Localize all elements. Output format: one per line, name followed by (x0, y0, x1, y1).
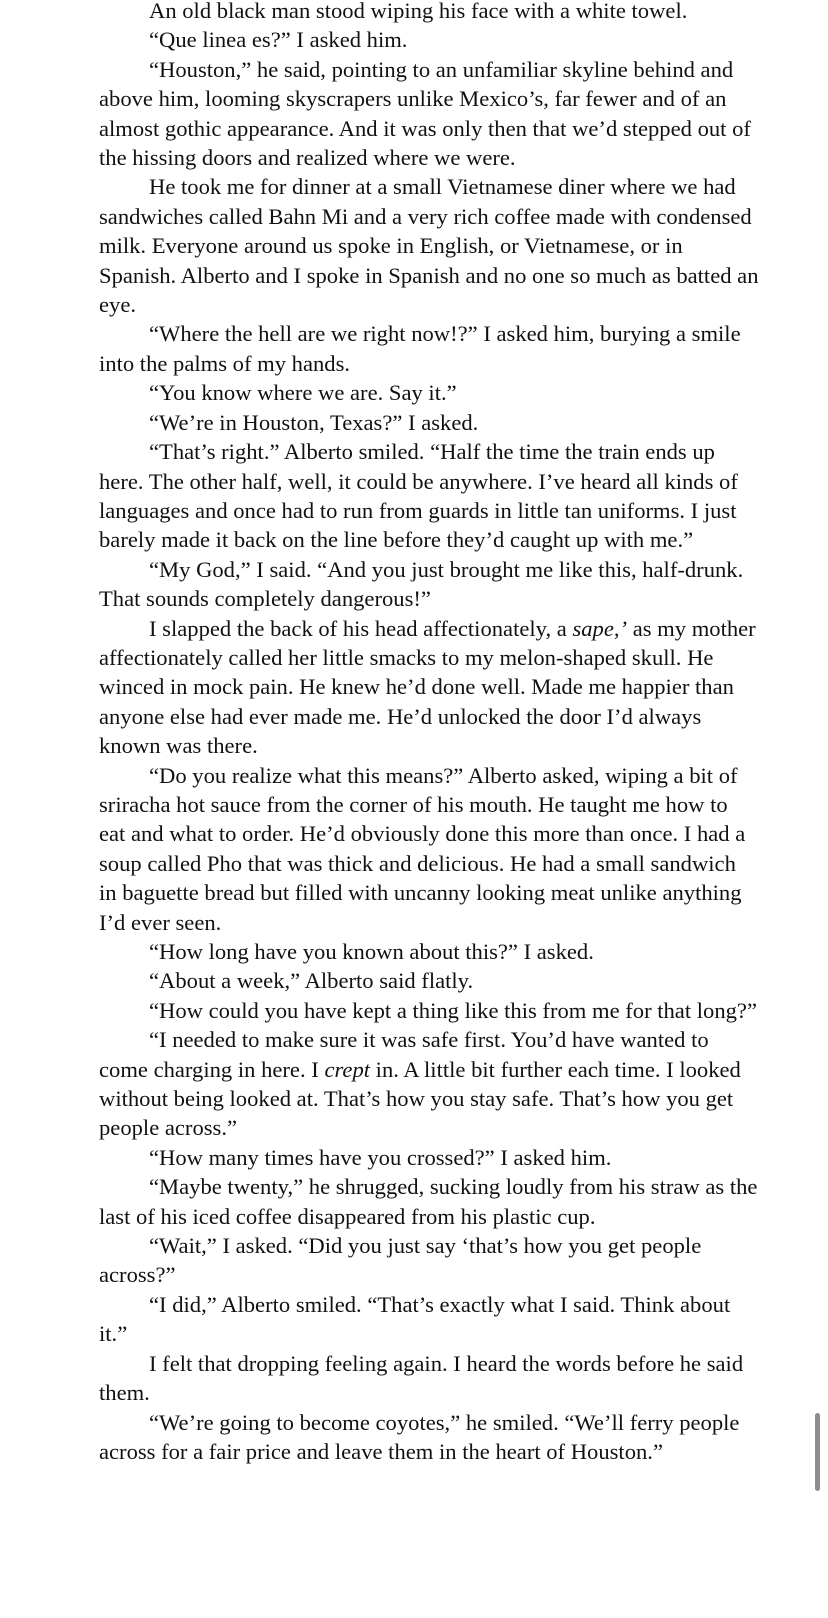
paragraph (99, 408, 759, 437)
scrollbar-thumb[interactable] (815, 1413, 820, 1491)
paragraph (99, 1349, 759, 1408)
italic-word: crept (324, 1056, 371, 1082)
paragraph (99, 437, 759, 555)
italic-word: sape,’ (572, 615, 628, 641)
paragraph-text: “About a week,” Alberto said flatly. (149, 968, 474, 994)
paragraph-text: as my mother affectionately called her little smacks to my melon-shaped skull. He winced in mock pain. He knew he’d done well. Made me happier than anyone else had ever made me. He’d unlocked the door I’d always known was there. (99, 615, 756, 759)
paragraph (99, 378, 759, 407)
paragraph-text: “Wait,” I asked. “Did you just say ‘that’s how you get people across?” (99, 1233, 702, 1288)
paragraph (99, 1290, 759, 1349)
paragraph (99, 966, 759, 995)
paragraph (99, 1025, 759, 1143)
paragraph-text: “I did,” Alberto smiled. “That’s exactly what I said. Think about it.” (99, 1291, 731, 1347)
paragraph (99, 761, 759, 937)
paragraph (99, 172, 759, 319)
paragraph-text: in. A little bit further each time. I looked without being looked at. That’s how you stay safe. That’s how you get people across.” (99, 1056, 741, 1141)
paragraph-text: “That’s right.” Alberto smiled. “Half the time the train ends up here. The other half, well, it could be anywhere. I’ve heard all kinds of languages and once had to run from guards in little tan uniforms. I just barely made it back on the line before they’d caught up with me.” (99, 439, 738, 553)
paragraph-text: “How long have you known about this?” I asked. (149, 939, 594, 964)
paragraph-text: “My God,” I said. “And you just brought me like this, half-drunk. That sounds completely dangerous!” (99, 556, 744, 612)
paragraph (99, 996, 759, 1025)
paragraph-text: “We’re going to become coyotes,” he smiled. “We’ll ferry people across for a fair price and leave them in the heart of Houston.” (99, 1409, 740, 1464)
paragraph-text: An old black man stood wiping his face with a white towel. (149, 0, 688, 23)
story-text (99, 0, 759, 1466)
paragraph (99, 25, 759, 54)
paragraph-text: “Do you realize what this means?” Alberto asked, wiping a bit of sriracha hot sauce from the corner of his mouth. He taught me how to eat and what to order. He’d obviously done this more than once. I had a soup called Pho that was thick and delicious. He had a small sandwich in baguette bread but filled with uncanny looking meat unlike anything I’d ever seen. (99, 762, 746, 935)
paragraph (99, 319, 759, 378)
paragraph (99, 614, 759, 761)
paragraph (99, 0, 759, 25)
paragraph (99, 937, 759, 966)
paragraph (99, 555, 759, 614)
paragraph (99, 1172, 759, 1231)
paragraph (99, 55, 759, 173)
paragraph-text: “Que linea es?” I asked him. (149, 27, 408, 53)
paragraph (99, 1143, 759, 1172)
paragraph (99, 1231, 759, 1290)
paragraph-text: “Houston,” he said, pointing to an unfamiliar skyline behind and above him, looming skyscrapers unlike Mexico’s, far fewer and of an almost gothic appearance. And it was only then that we’d stepped out of the hissing doors and realized where we were. (99, 56, 751, 171)
paragraph (99, 1408, 759, 1467)
paragraph-text: “I needed to make sure it was safe first. You’d have wanted to come charging in here. I (99, 1027, 709, 1082)
paragraph-text: I felt that dropping feeling again. I heard the words before he said them. (99, 1350, 744, 1406)
paragraph-text: I slapped the back of his head affectionately, a (149, 615, 573, 641)
paragraph-text: “How could you have kept a thing like this from me for that long?” (149, 997, 757, 1023)
paragraph-text: “We’re in Houston, Texas?” I asked. (149, 409, 479, 435)
paragraph-text: “Maybe twenty,” he shrugged, sucking loudly from his straw as the last of his iced coffee disappeared from his plastic cup. (99, 1174, 758, 1229)
paragraph-text: “Where the hell are we right now!?” I asked him, burying a smile into the palms of my hands. (99, 321, 741, 376)
paragraph-text: He took me for dinner at a small Vietnamese diner where we had sandwiches called Bahn Mi and a very rich coffee made with condensed milk. Everyone around us spoke in English, or Vietnamese, or in Spanish. Alberto and I spoke in Spanish and no one so much as batted an eye. (99, 174, 759, 318)
paragraph-text: “You know where we are. Say it.” (149, 380, 457, 406)
paragraph-text: “How many times have you crossed?” I asked him. (149, 1144, 612, 1170)
